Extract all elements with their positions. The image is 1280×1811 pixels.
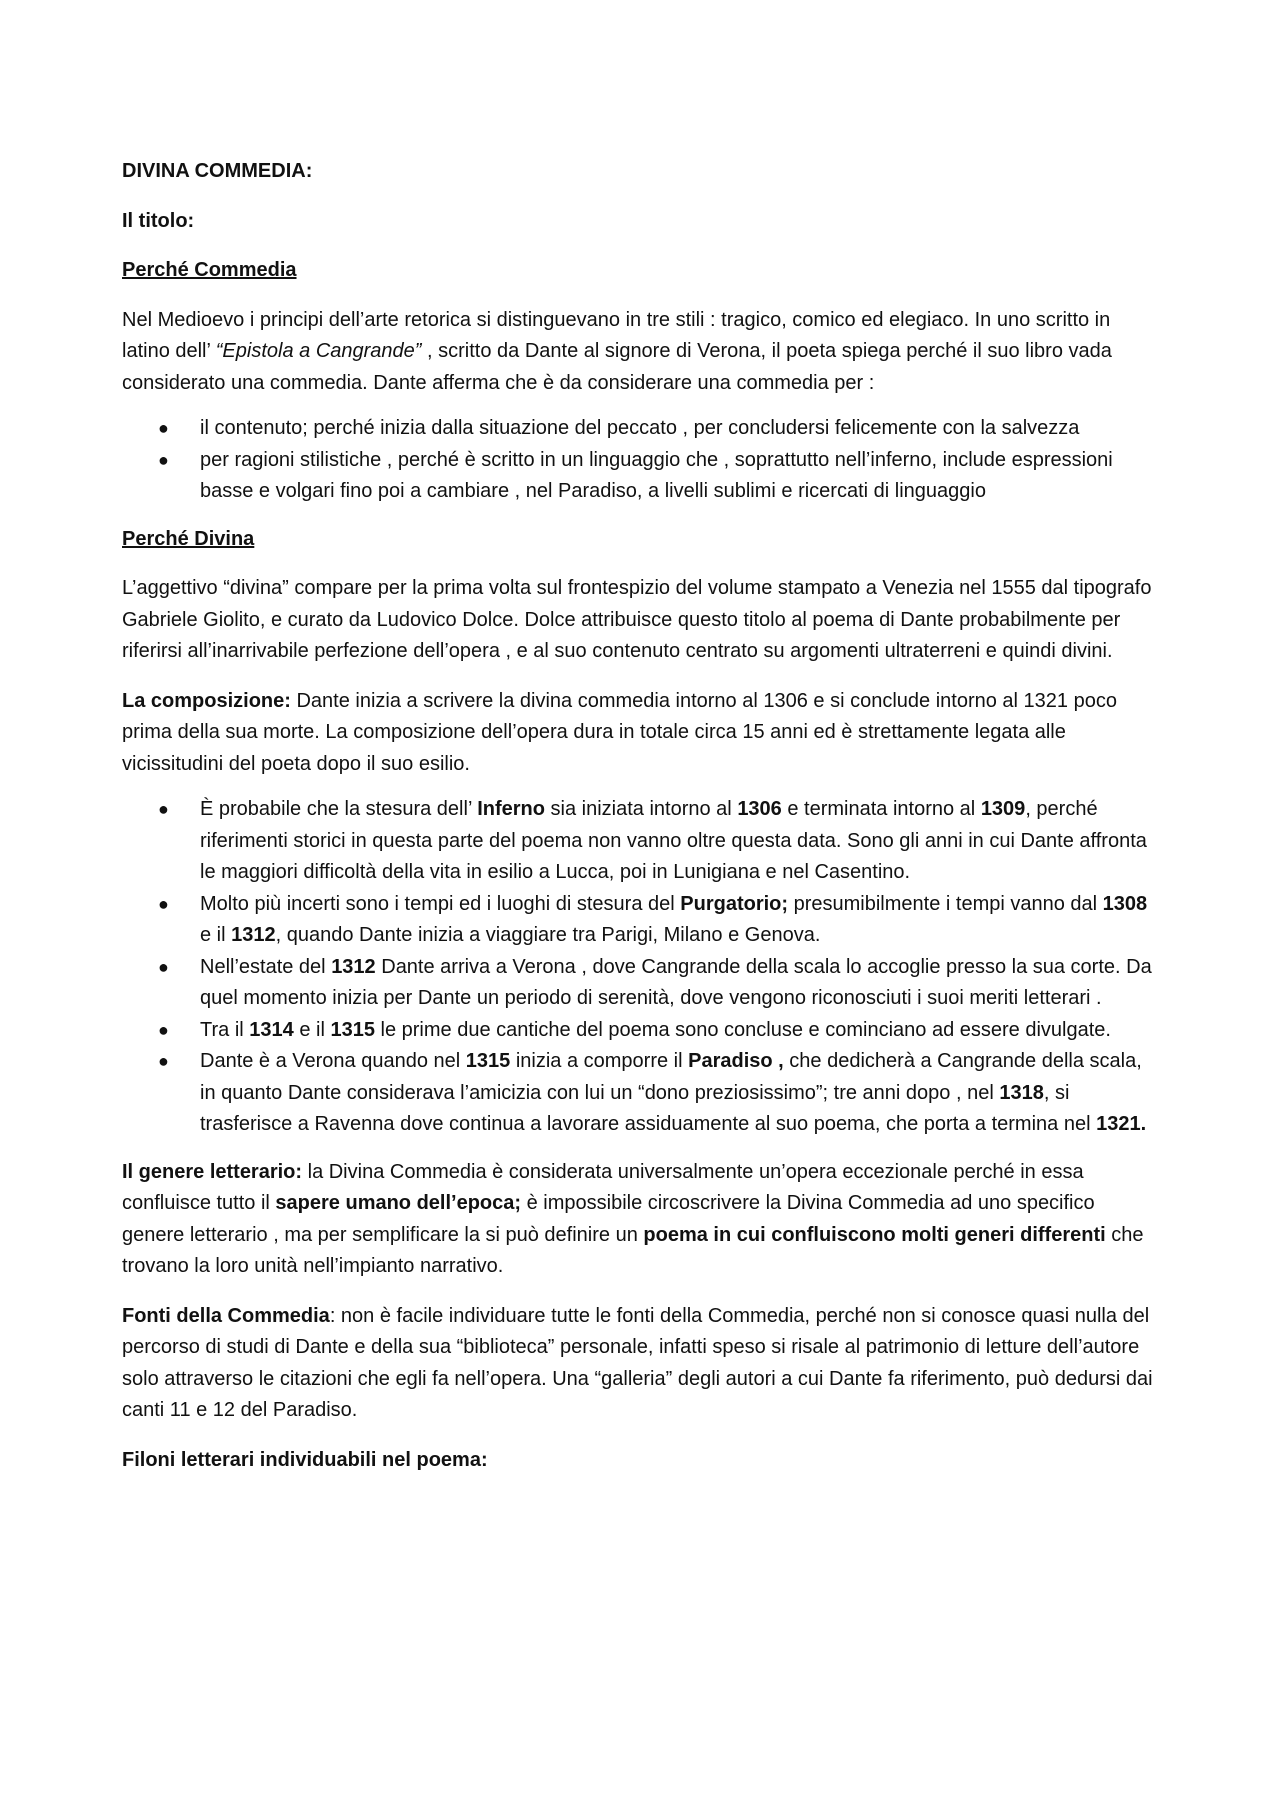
bullet-icon: ● — [158, 418, 169, 438]
bullet-icon: ● — [158, 956, 169, 977]
epistola-title: “Epistola a Cangrande” — [215, 340, 422, 362]
label-filoni: Filoni letterari individuabili nel poema: — [122, 1448, 488, 1471]
list-item: ● È probabile che la stesura dell’ Inferno sia iniziata intorno al 1306 e terminata intorno al 1309, perché riferimenti storici in questa parte del poema non vanno oltre questa data. Sono gli anni in cui Dante affronta le maggiori difficoltà della vita in esilio a Lucca, poi in Lunigiana e nel Casentino. — [200, 794, 1162, 889]
list-item: ● Tra il 1314 e il 1315 le prime due cantiche del poema sono concluse e cominciano ad essere divulgate. — [200, 1015, 1162, 1047]
bullet-icon: ● — [158, 1019, 169, 1040]
list-item: ● Dante è a Verona quando nel 1315 inizia a comporre il Paradiso , che dedicherà a Cangrande della scala, in quanto Dante considerava l’amicizia con lui un “dono preziosissimo”; tre anni dopo , nel 1318, si trasferisce a Ravenna dove continua a lavorare assiduamente al suo poema, che porta a termina nel 1321. — [200, 1046, 1162, 1141]
paragraph-divina: L’aggettivo “divina” compare per la prima volta sul frontespizio del volume stampato a Venezia nel 1555 dal tipografo Gabriele Giolito, e curato da Ludovico Dolce. Dolce attribuisce questo titolo al poema di Dante probabilmente per riferirsi all’inarrivabile perfezione dell’opera , e al suo contenuto centrato su argomenti ultraterreni e quindi divini. — [122, 577, 1152, 662]
list-item: ● Molto più incerti sono i tempi ed i luoghi di stesura del Purgatorio; presumibilmente i tempi vanno dal 1308 e il 1312, quando Dante inizia a viaggiare tra Parigi, Milano e Genova. — [200, 889, 1162, 952]
label-genere: Il genere letterario: — [122, 1160, 303, 1183]
paragraph-composizione: La composizione: Dante inizia a scrivere la divina commedia intorno al 1306 e si conclude intorno al 1321 poco prima della sua morte. La composizione dell’opera dura in totale circa 15 anni ed è strettamente legata alle vicissitudini del poeta dopo il suo esilio. — [122, 689, 1117, 775]
document-title: DIVINA COMMEDIA: — [122, 160, 313, 182]
paragraph-fonti: Fonti della Commedia: non è facile individuare tutte le fonti della Commedia, perché non si conosce quasi nulla del percorso di studi di Dante e della sua “biblioteca” personale, infatti speso si risale al patrimonio di letture dell’autore solo attraverso le citazioni che egli fa nell’opera. Una “galleria” degli autori a cui Dante fa riferimento, può dedursi dai canti 11 e 12 del Paradiso. — [122, 1304, 1153, 1421]
commedia-reasons-list — [122, 413, 1162, 508]
paragraph-genere: Il genere letterario: la Divina Commedia è considerata universalmente un’opera eccezionale perché in essa confluisce tutto il sapere umano dell’epoca; è impossibile circoscrivere la Divina Commedia ad uno specifico genere letterario , ma per semplificare la si può definire un poema in cui confluiscono molti generi differenti che trovano la loro unità nell’impianto narrativo. — [122, 1160, 1144, 1277]
label-composizione: La composizione: — [122, 689, 291, 712]
section-subtitle-titolo: Il titolo: — [122, 209, 195, 232]
paragraph-commedia: Nel Medioevo i principi dell’arte retorica si distinguevano in tre stili : tragico, comico ed elegiaco. In uno scritto in latino dell’ “Epistola a Cangrande” , scritto da Dante al signore di Verona, il poeta spiega perché il suo libro vada considerato una commedia. Dante afferma che è da considerare una commedia per : — [122, 308, 1112, 394]
heading-perche-divina: Perché Divina — [122, 527, 255, 550]
bullet-icon: ● — [158, 449, 169, 470]
list-item: ● il contenuto; perché inizia dalla situazione del peccato , per concludersi felicemente con la salvezza — [200, 413, 1162, 445]
list-item: ● Nell’estate del 1312 Dante arriva a Verona , dove Cangrande della scala lo accoglie presso la sua corte. Da quel momento inizia per Dante un periodo di serenità, dove vengono riconosciuti i suoi meriti letterari . — [200, 952, 1162, 1015]
label-fonti: Fonti della Commedia — [122, 1304, 330, 1327]
bullet-icon: ● — [158, 1051, 169, 1071]
heading-perche-commedia: Perché Commedia — [122, 259, 297, 281]
composizione-list — [122, 794, 1162, 1141]
list-item: ● per ragioni stilistiche , perché è scritto in un linguaggio che , soprattutto nell’inferno, include espressioni basse e volgari fino poi a cambiare , nel Paradiso, a livelli sublimi e ricercati di linguaggio — [200, 445, 1162, 508]
paragraph-filoni — [122, 1445, 1162, 1477]
bullet-icon: ● — [158, 799, 169, 819]
bullet-icon: ● — [158, 893, 169, 914]
